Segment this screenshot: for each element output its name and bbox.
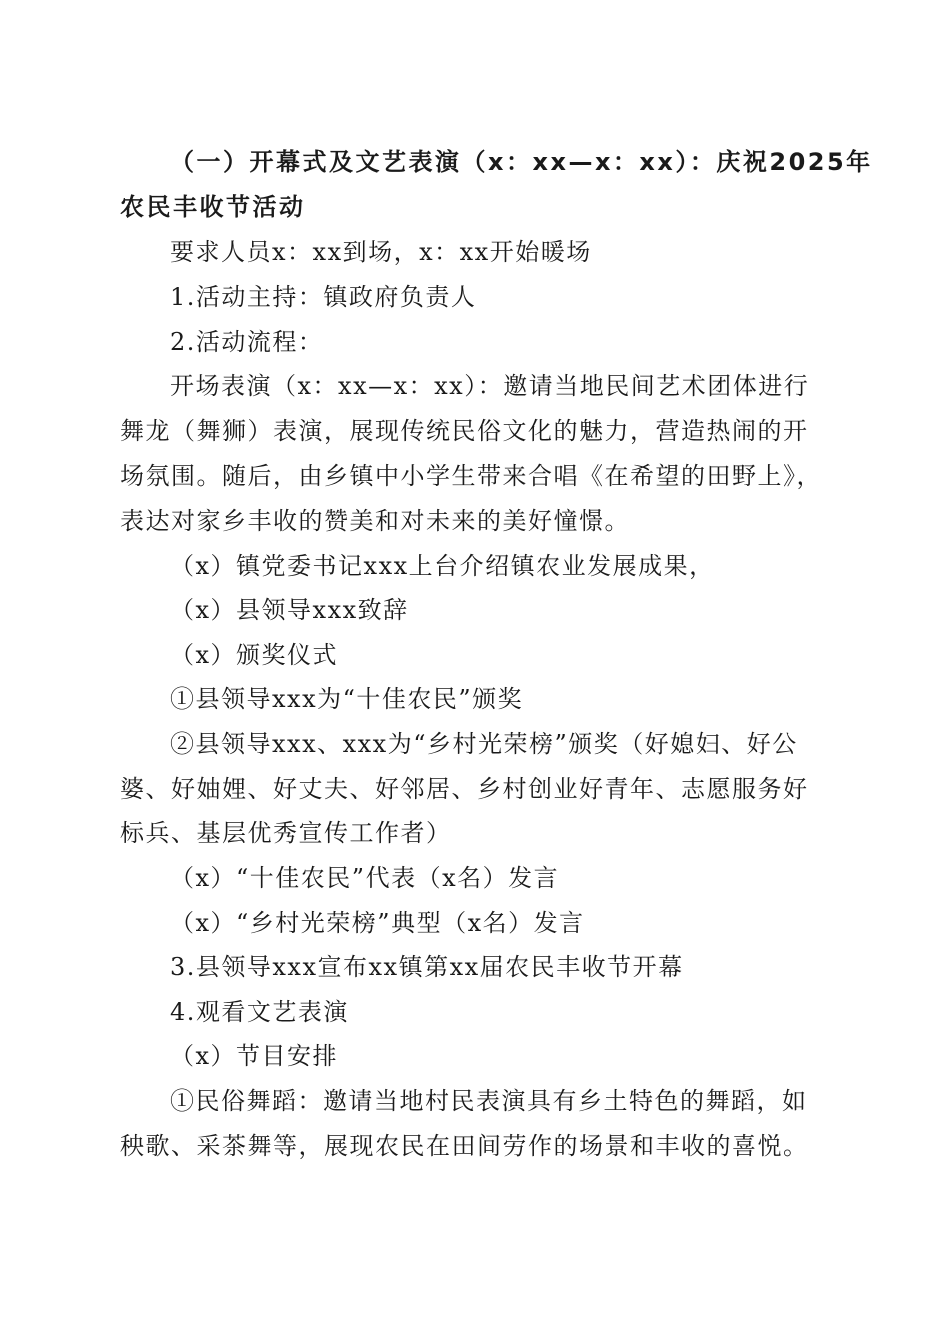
paragraph-line: 2.活动流程： <box>170 328 324 356</box>
paragraph-line: （x）镇党委书记xxx上台介绍镇农业发展成果， <box>170 552 715 580</box>
paragraph-line: 场氛围。随后，由乡镇中小学生带来合唱《在希望的田野上》， <box>120 462 822 490</box>
paragraph-line: 1.活动主持：镇政府负责人 <box>170 283 477 311</box>
paragraph-line: ①民俗舞蹈：邀请当地村民表演具有乡土特色的舞蹈，如 <box>170 1087 808 1115</box>
paragraph-line: （x）“十佳农民”代表（x名）发言 <box>170 864 560 892</box>
paragraph-line: （x）“乡村光荣榜”典型（x名）发言 <box>170 909 585 937</box>
paragraph-line: 开场表演（x：xx—x：xx）：邀请当地民间艺术团体进行 <box>170 372 810 400</box>
paragraph-line: 表达对家乡丰收的赞美和对未来的美好憧憬。 <box>120 507 630 535</box>
paragraph-line: （x）县领导xxx致辞 <box>170 596 409 624</box>
section-heading-continued: 农民丰收节活动 <box>120 193 306 221</box>
paragraph-line: （x）颁奖仪式 <box>170 641 339 669</box>
paragraph-line: ①县领导xxx为“十佳农民”颁奖 <box>170 685 524 713</box>
paragraph-line: 4.观看文艺表演 <box>170 998 349 1026</box>
paragraph-line: 标兵、基层优秀宣传工作者） <box>120 819 452 847</box>
paragraph-line: 婆、好妯娌、好丈夫、好邻居、乡村创业好青年、志愿服务好 <box>120 775 809 803</box>
paragraph-line: ②县领导xxx、xxx为“乡村光荣榜”颁奖（好媳妇、好公 <box>170 730 798 758</box>
section-heading: （一）开幕式及文艺表演（x：xx—x：xx）：庆祝2025年 <box>170 148 873 176</box>
paragraph-line: 3.县领导xxx宣布xx镇第xx届农民丰收节开幕 <box>170 953 684 981</box>
paragraph-line: 舞龙（舞狮）表演，展现传统民俗文化的魅力，营造热闹的开 <box>120 417 809 445</box>
paragraph-line: 要求人员x：xx到场，x：xx开始暖场 <box>170 238 592 266</box>
paragraph-line: 秧歌、采茶舞等，展现农民在田间劳作的场景和丰收的喜悦。 <box>120 1132 809 1160</box>
paragraph-line: （x）节目安排 <box>170 1042 339 1070</box>
